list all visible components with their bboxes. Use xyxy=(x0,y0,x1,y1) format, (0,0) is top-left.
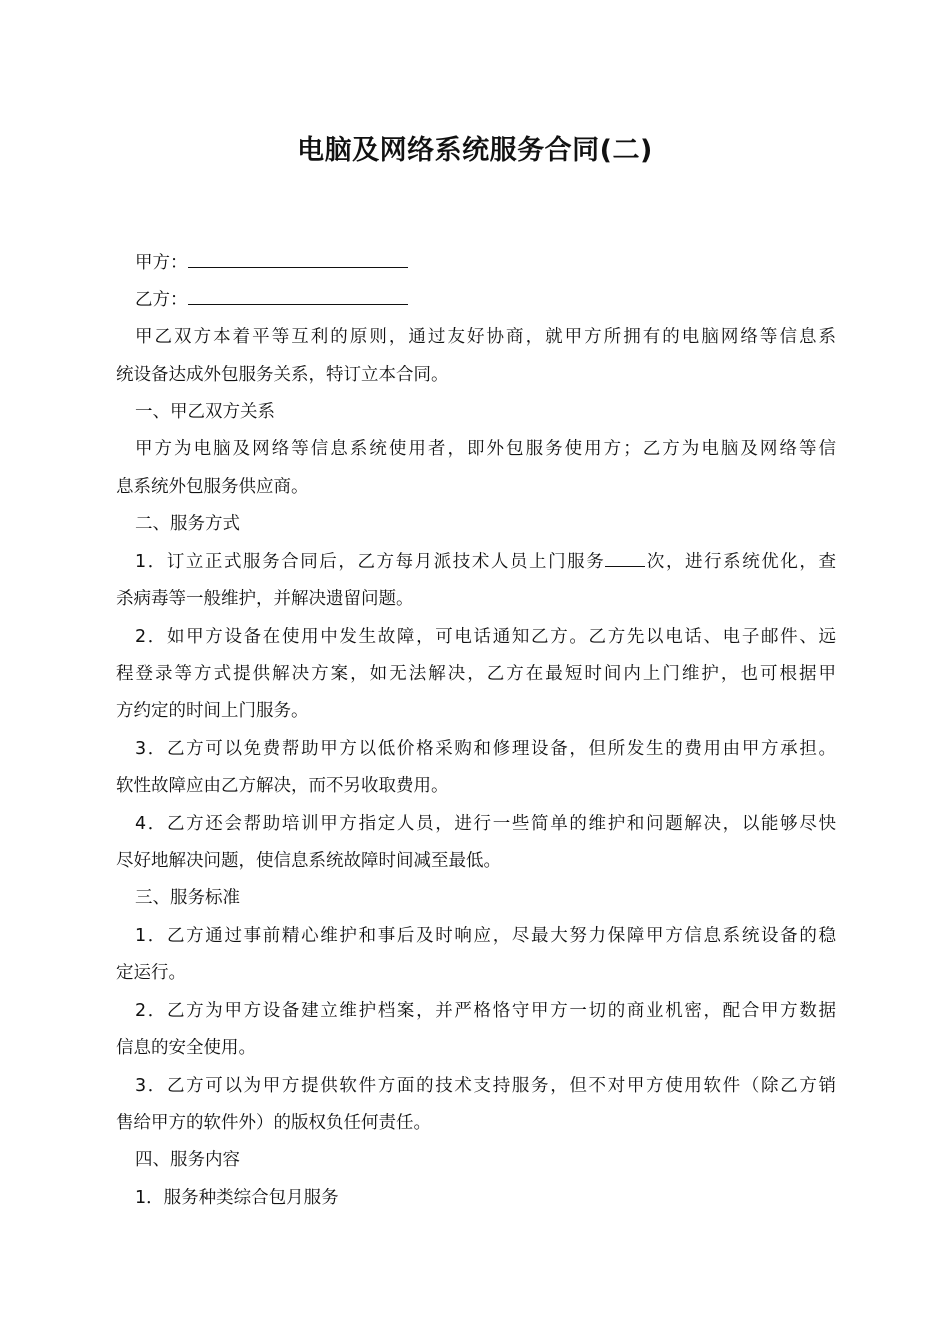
party-a-field xyxy=(135,251,836,275)
section-3-heading: 三、服务标准 xyxy=(135,888,240,908)
section-4-heading: 四、服务内容 xyxy=(135,1150,240,1170)
section-1-heading: 一、甲乙双方关系 xyxy=(135,402,275,422)
party-b-field xyxy=(135,288,836,312)
section-4-item-1: 1．服务种类综合包月服务 xyxy=(135,1188,339,1208)
intro-line-1: 甲乙双方本着平等互利的原则，通过友好协商，就甲方所拥有的电脑网络等信息系 xyxy=(135,327,836,347)
section-3-item-2-line-2: 信息的安全使用。 xyxy=(116,1038,256,1058)
section-1-line-1: 甲方为电脑及网络等信息系统使用者，即外包服务使用方；乙方为电脑及网络等信 xyxy=(135,439,836,459)
party-a-blank xyxy=(188,251,408,268)
section-2-item-3-line-1: 3．乙方可以免费帮助甲方以低价格采购和修理设备，但所发生的费用由甲方承担。 xyxy=(135,739,836,759)
section-2-heading: 二、服务方式 xyxy=(135,514,240,534)
section-3-item-1-line-2: 定运行。 xyxy=(116,963,186,983)
party-b-label: 乙方： xyxy=(135,290,188,310)
section-2-item-1-line-1 xyxy=(135,550,836,574)
section-2-item-2-line-1: 2．如甲方设备在使用中发生故障，可电话通知乙方。乙方先以电话、电子邮件、远 xyxy=(135,627,836,647)
visit-count-blank xyxy=(605,550,645,567)
section-2-item-4-line-1: 4．乙方还会帮助培训甲方指定人员，进行一些简单的维护和问题解决，以能够尽快 xyxy=(135,814,836,834)
party-b-blank xyxy=(188,288,408,305)
section-1-line-2: 息系统外包服务供应商。 xyxy=(116,477,309,497)
section-2-item-4-line-2: 尽好地解决问题，使信息系统故障时间减至最低。 xyxy=(116,851,501,871)
s2-1-text-a: 1．订立正式服务合同后，乙方每月派技术人员上门服务 xyxy=(135,552,606,572)
section-3-item-1-line-1: 1．乙方通过事前精心维护和事后及时响应，尽最大努力保障甲方信息系统设备的稳 xyxy=(135,926,836,946)
intro-line-2: 统设备达成外包服务关系，特订立本合同。 xyxy=(116,365,449,385)
party-a-label: 甲方： xyxy=(135,253,188,273)
section-2-item-3-line-2: 软性故障应由乙方解决，而不另收取费用。 xyxy=(116,776,449,796)
document-title: 电脑及网络系统服务合同(二) xyxy=(297,135,653,166)
section-3-item-3-line-2: 售给甲方的软件外）的版权负任何责任。 xyxy=(116,1113,431,1133)
section-3-item-2-line-1: 2．乙方为甲方设备建立维护档案，并严格恪守甲方一切的商业机密，配合甲方数据 xyxy=(135,1001,836,1021)
section-2-item-2-line-2: 程登录等方式提供解决方案，如无法解决，乙方在最短时间内上门维护，也可根据甲 xyxy=(116,664,836,684)
section-3-item-3-line-1: 3．乙方可以为甲方提供软件方面的技术支持服务，但不对甲方使用软件（除乙方销 xyxy=(135,1076,836,1096)
s2-1-text-b: 次，进行系统优化，查 xyxy=(645,552,837,572)
section-2-item-1-line-2: 杀病毒等一般维护，并解决遗留问题。 xyxy=(116,589,414,609)
section-2-item-2-line-3: 方约定的时间上门服务。 xyxy=(116,701,309,721)
